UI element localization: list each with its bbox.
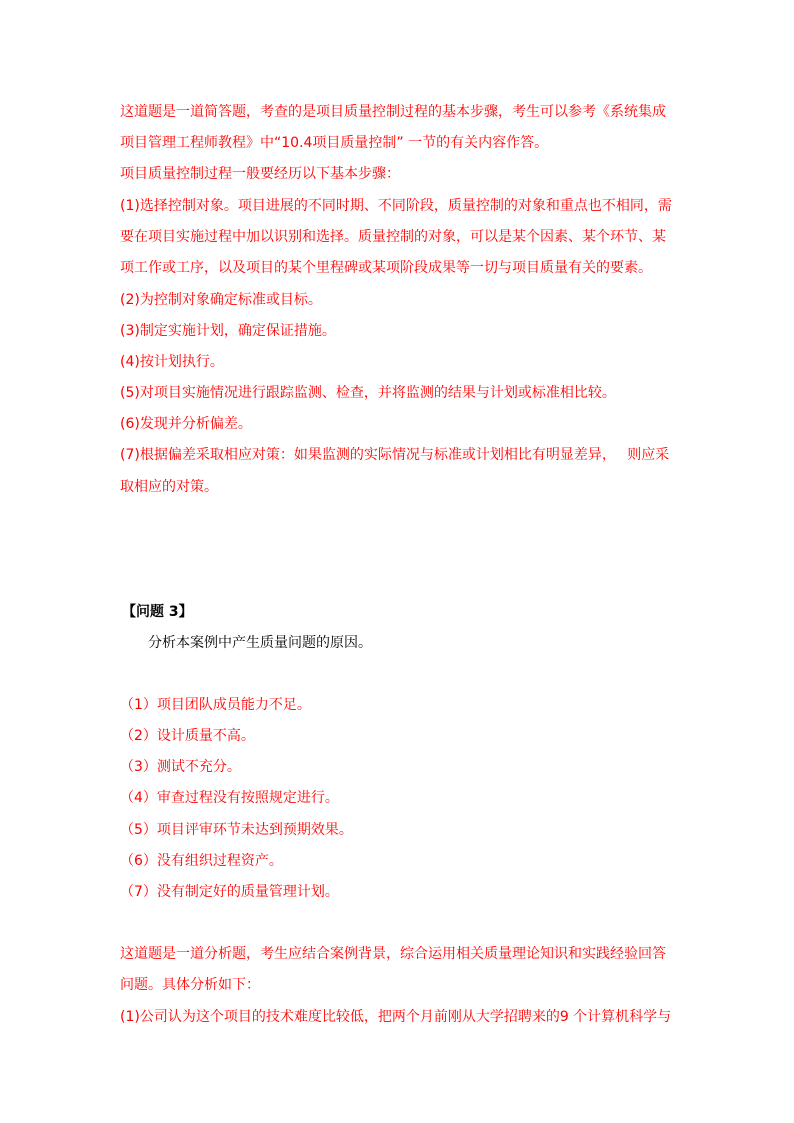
text-line: 这道题是一道简答题，考查的是项目质量控制过程的基本步骤，考生可以参考《系统集成 bbox=[120, 104, 666, 120]
answer-item: （3）测试不充分。 bbox=[120, 759, 241, 775]
text-line: (2)为控制对象确定标准或目标。 bbox=[120, 292, 322, 308]
text-line: (5)对项目实施情况进行跟踪监测、检查，并将监测的结果与计划或标准相比较。 bbox=[120, 385, 616, 401]
text-line: (4)按计划执行。 bbox=[120, 354, 224, 370]
text-line: 取相应的对策。 bbox=[120, 479, 218, 495]
text-line: 项目管理工程师教程》中“10.4项目质量控制” 一节的有关内容作答。 bbox=[120, 135, 549, 151]
text-line: (1)公司认为这个项目的技术难度比较低，把两个月前刚从大学招聘来的9 个计算机科学与 bbox=[120, 1009, 672, 1025]
text-line: (3)制定实施计划，确定保证措施。 bbox=[120, 323, 336, 339]
question-prompt: 分析本案例中产生质量问题的原因。 bbox=[148, 635, 372, 651]
answer-item: （1）项目团队成员能力不足。 bbox=[120, 697, 311, 713]
answer-item: （7）没有制定好的质量管理计划。 bbox=[120, 884, 339, 900]
answer-item: （6）没有组织过程资产。 bbox=[120, 853, 283, 869]
text-line: 要在项目实施过程中加以识别和选择。质量控制的对象，可以是某个因素、某个环节、某 bbox=[120, 229, 666, 245]
answer-item: （2）设计质量不高。 bbox=[120, 728, 255, 744]
answer-item: （4）审查过程没有按照规定进行。 bbox=[120, 790, 339, 806]
question-heading: 【问题 3】 bbox=[122, 604, 193, 620]
text-line: (7)根据偏差采取相应对策：如果监测的实际情况与标准或计划相比有明显差异， 则应采 bbox=[120, 447, 670, 463]
text-line: 项工作或工序，以及项目的某个里程碑或某项阶段成果等一切与项目质量有关的要素。 bbox=[120, 260, 652, 276]
text-line: 这道题是一道分析题，考生应结合案例背景，综合运用相关质量理论知识和实践经验回答 bbox=[120, 946, 666, 962]
text-line: (6)发现并分析偏差。 bbox=[120, 416, 252, 432]
text-line: 项目质量控制过程一般要经历以下基本步骤： bbox=[120, 166, 400, 182]
answer-item: （5）项目评审环节未达到预期效果。 bbox=[120, 822, 353, 838]
text-line: (1)选择控制对象。项目进展的不同时期、不同阶段，质量控制的对象和重点也不相同，需 bbox=[120, 198, 672, 214]
text-line: 问题。具体分析如下： bbox=[120, 977, 260, 993]
